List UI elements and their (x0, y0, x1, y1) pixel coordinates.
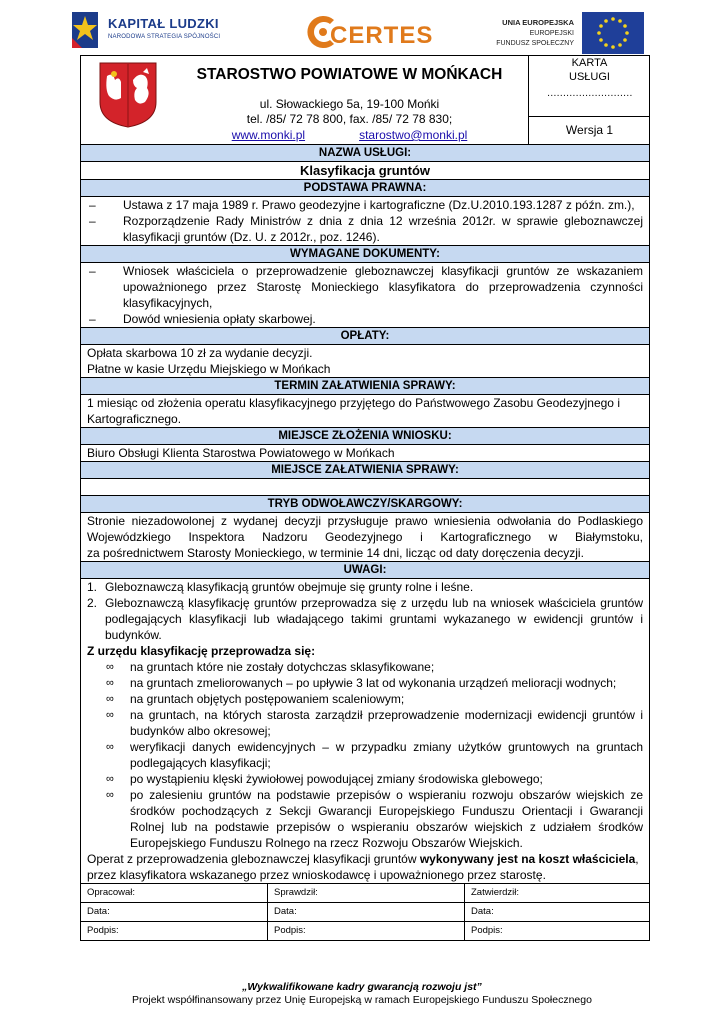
footer-project: Projekt współfinansowany przez Unię Europejską w ramach Europejskiego Funduszu Społecznego (132, 994, 592, 1006)
signature-label: Podpis: (81, 922, 268, 940)
note-text: Gleboznawczą klasyfikację gruntów przeprowadza się z urzędu lub na wniosek właściciela gruntów podlegających klasyfikacji lub władającego takimi gruntami wykazanego w ewidencji gruntów i budynków. (105, 596, 643, 642)
handling-place-body (81, 479, 649, 496)
documents-heading: WYMAGANE DOKUMENTY: (81, 246, 649, 263)
email-link[interactable]: starostwo@monki.pl (359, 128, 468, 142)
ex-officio-text: po zalesieniu gruntów na podstawie przepisów o wspieraniu rozwoju obszarów wiejskich ze środków pochodzących z Sekcji Gwarancji Europejskiego Funduszu Orientacji i Gwarancji Rolnej lub na podstawie przepisów o wspieraniu obszarów wiejskich z udziałem środków Europejskiego Funduszu Rolnego na rzecz Rozwoju Obszarów Wiejskich. (130, 788, 643, 850)
eu-line1: UNIA EUROPEJSKA (502, 18, 574, 27)
signature-row (81, 903, 649, 922)
deadline-body (81, 395, 649, 428)
note-item: 2. Gleboznawczą klasyfikację gruntów przeprowadza się z urzędu lub na wniosek właściciela gruntów podlegających klasyfikacji lub władającego takimi gruntami wykazanego w ewidencji gruntów i budynków. (87, 596, 643, 642)
date-label: Data: (268, 903, 465, 921)
appeal-text-2: za pośrednictwem Starosty Monieckiego, w terminie 14 dni, licząc od daty doręczenia decyzji. (87, 546, 584, 560)
eu-line3: FUNDUSZ SPOŁECZNY (496, 40, 574, 47)
operat-comma: , (635, 852, 639, 866)
ex-officio-text: na gruntach, na których starosta zarządził przeprowadzenie modernizacji ewidencji gruntów i budynków albo okresowej; (130, 708, 643, 738)
office-phone: tel. /85/ 72 78 800, fax. /85/ 72 78 830; (246, 112, 453, 126)
handling-place-heading: MIEJSCE ZAŁATWIENIA SPRAWY: (81, 462, 649, 479)
checked-by-label: Sprawdził: (268, 884, 465, 902)
signature-row (81, 884, 649, 903)
service-card (80, 55, 650, 941)
header-center (171, 56, 528, 142)
operat-note-2: przez klasyfikatora wskazanego przez wnioskodawcę i upoważnionego przez starostę. (87, 868, 546, 882)
note-item: 1. Gleboznawczą klasyfikacją gruntów obejmuje się grunty rolne i leśne. (87, 580, 474, 594)
submission-place-heading: MIEJSCE ZŁOŻENIA WNIOSKU: (81, 428, 649, 445)
fee-line: Opłata skarbowa 10 zł za wydanie decyzji. (87, 346, 313, 360)
signature-row (81, 922, 649, 940)
fees-heading: OPŁATY: (81, 328, 649, 345)
fee-line: Płatne w kasie Urzędu Miejskiego w Mońkach (87, 362, 331, 376)
approved-by-label: Zatwierdził: (471, 887, 520, 898)
operat-note (87, 851, 643, 867)
signature-label: Podpis: (471, 925, 503, 936)
eu-line2: EUROPEJSKI (529, 30, 574, 37)
logo-bar (0, 4, 724, 56)
ex-officio-item: ∞ na gruntach które nie zostały dotychczas sklasyfikowane; (106, 660, 435, 674)
operat-bold: wykonywany jest na koszt właściciela (419, 852, 636, 866)
signature-label: Podpis: (268, 922, 465, 940)
karta-label (529, 56, 650, 84)
operat-text: Operat z przeprowadzenia gleboznawczej klasyfikacji gruntów (87, 852, 420, 866)
ex-officio-text: na gruntach objętych postępowaniem scaleniowym; (130, 692, 405, 706)
submission-place-text: Biuro Obsługi Klienta Starostwa Powiatowego w Mońkach (87, 446, 395, 460)
ex-officio-item: ∞ na gruntach objętych postępowaniem scaleniowym; (106, 692, 405, 706)
ex-officio-text: na gruntach które nie zostały dotychczas sklasyfikowane; (130, 660, 435, 674)
eu-logo (494, 12, 654, 56)
kapital-ludzki-subtitle: NARODOWA STRATEGIA SPÓJNOŚCI (108, 34, 221, 40)
service-name-heading: NAZWA USŁUGI: (81, 145, 649, 162)
appeal-heading: TRYB ODWOŁAWCZY/SKARGOWY: (81, 496, 649, 513)
legal-basis-heading: PODSTAWA PRAWNA: (81, 180, 649, 197)
legal-basis-item: – Ustawa z 17 maja 1989 r. Prawo geodezyjne i kartograficzne (Dz.U.2010.193.1287 z późn. zm.), (87, 197, 643, 213)
office-title: STAROSTWO POWIATOWE W MOŃKACH (196, 66, 503, 83)
card-header (81, 56, 649, 145)
deadline-heading: TERMIN ZAŁATWIENIA SPRAWY: (81, 378, 649, 395)
appeal-body (81, 513, 649, 562)
ex-officio-item: ∞ po wystąpieniu klęski żywiołowej powodującej zmiany środowiska glebowego; (106, 772, 543, 786)
note-text: Gleboznawczą klasyfikacją gruntów obejmuje się grunty rolne i leśne. (105, 580, 474, 594)
submission-place-body (81, 445, 649, 462)
kapital-ludzki-star-icon (68, 8, 102, 52)
certes-text: CERTES (330, 22, 434, 49)
ex-officio-text: po wystąpieniu klęski żywiołowej powodującej zmiany środowiska glebowego; (130, 772, 543, 786)
page-footer (0, 981, 724, 1007)
date-label: Data: (471, 906, 494, 917)
prepared-by-label: Opracował: (81, 884, 268, 902)
notes-heading: UWAGI: (81, 562, 649, 579)
office-links (171, 128, 528, 142)
deadline-text: 1 miesiąc od złożenia operatu klasyfikacyjnego przyjętego do Państwowego Zasobu Geodezyjnego i Kartograficznego. (87, 396, 620, 426)
eu-text (494, 18, 574, 49)
ex-officio-heading: Z urzędu klasyfikację przeprowadza się: (87, 644, 316, 658)
legal-basis-item: – Rozporządzenie Rady Ministrów z dnia z dnia 12 września 2012r. w sprawie gleboznawczej klasyfikacji gruntów (Dz. U. z 2012r., poz. 1246). (87, 213, 643, 245)
kapital-ludzki-logo (68, 8, 228, 54)
karta-line2: USŁUGI (569, 71, 610, 83)
ex-officio-text: na gruntach zmeliorowanych – po upływie 3 lat od wykonania urządzeń melioracji wodnych; (130, 676, 617, 690)
ex-officio-item: ∞ na gruntach, na których starosta zarządził przeprowadzenie modernizacji ewidencji gruntów i budynków albo okresowej; (106, 708, 643, 738)
ex-officio-item: ∞ weryfikacji danych ewidencyjnych – w przypadku zmiany użytków gruntowych na gruntach podlegających klasyfikacji; (106, 740, 643, 770)
karta-number: ……………………… (546, 88, 633, 99)
ex-officio-item: ∞ po zalesieniu gruntów na podstawie przepisów o wspieraniu rozwoju obszarów wiejskich ze środków pochodzących z Sekcji Gwarancji Europejskiego Funduszu Orientacji i Gwarancji Rolnej lub na podstawie przepisów o wspieraniu obszarów wiejskich z udziałem środków Europejskiego Funduszu Rolnego na rzecz Rozwoju Obszarów Wiejskich. (106, 788, 643, 850)
coat-of-arms-icon (99, 62, 157, 128)
website-link[interactable]: www.monki.pl (231, 128, 306, 142)
version-label: Wersja 1 (529, 116, 650, 145)
footer-slogan: „Wykwalifikowane kadry gwarancją rozwoju jst” (242, 981, 482, 993)
kapital-ludzki-title: KAPITAŁ LUDZKI (108, 16, 219, 31)
office-address: ul. Słowackiego 5a, 19-100 Mońki (259, 97, 440, 111)
fees-body (81, 345, 649, 378)
service-name: Klasyfikacja gruntów (81, 162, 649, 180)
appeal-text: Stronie niezadowolonej z wydanej decyzji przysługuje prawo wniesienia odwołania do Podlaskiego Wojewódzkiego Inspektora Nadzoru Geodezyjnego i Kartograficznego w Białymstoku, (87, 514, 643, 544)
date-label: Data: (81, 903, 268, 921)
documents-body (81, 263, 649, 328)
legal-basis-body (81, 197, 649, 246)
document-item: – Dowód wniesienia opłaty skarbowej. (87, 311, 643, 327)
ex-officio-text: weryfikacji danych ewidencyjnych – w przypadku zmiany użytków gruntowych na gruntach podlegających klasyfikacji; (130, 740, 643, 770)
certes-logo (304, 12, 434, 54)
karta-box (528, 56, 650, 144)
ex-officio-item: ∞ na gruntach zmeliorowanych – po upływie 3 lat od wykonania urządzeń melioracji wodnych; (106, 676, 617, 690)
document-item: – Wniosek właściciela o przeprowadzenie gleboznawczej klasyfikacji gruntów ze wskazaniem upoważnionego przez Starostę Monieckiego klasyfikatora do przeprowadzenia czynności klasyfikacyjnych, (87, 263, 643, 311)
eu-flag-icon (582, 12, 644, 54)
karta-line1: KARTA (571, 57, 608, 69)
notes-body (81, 579, 649, 884)
